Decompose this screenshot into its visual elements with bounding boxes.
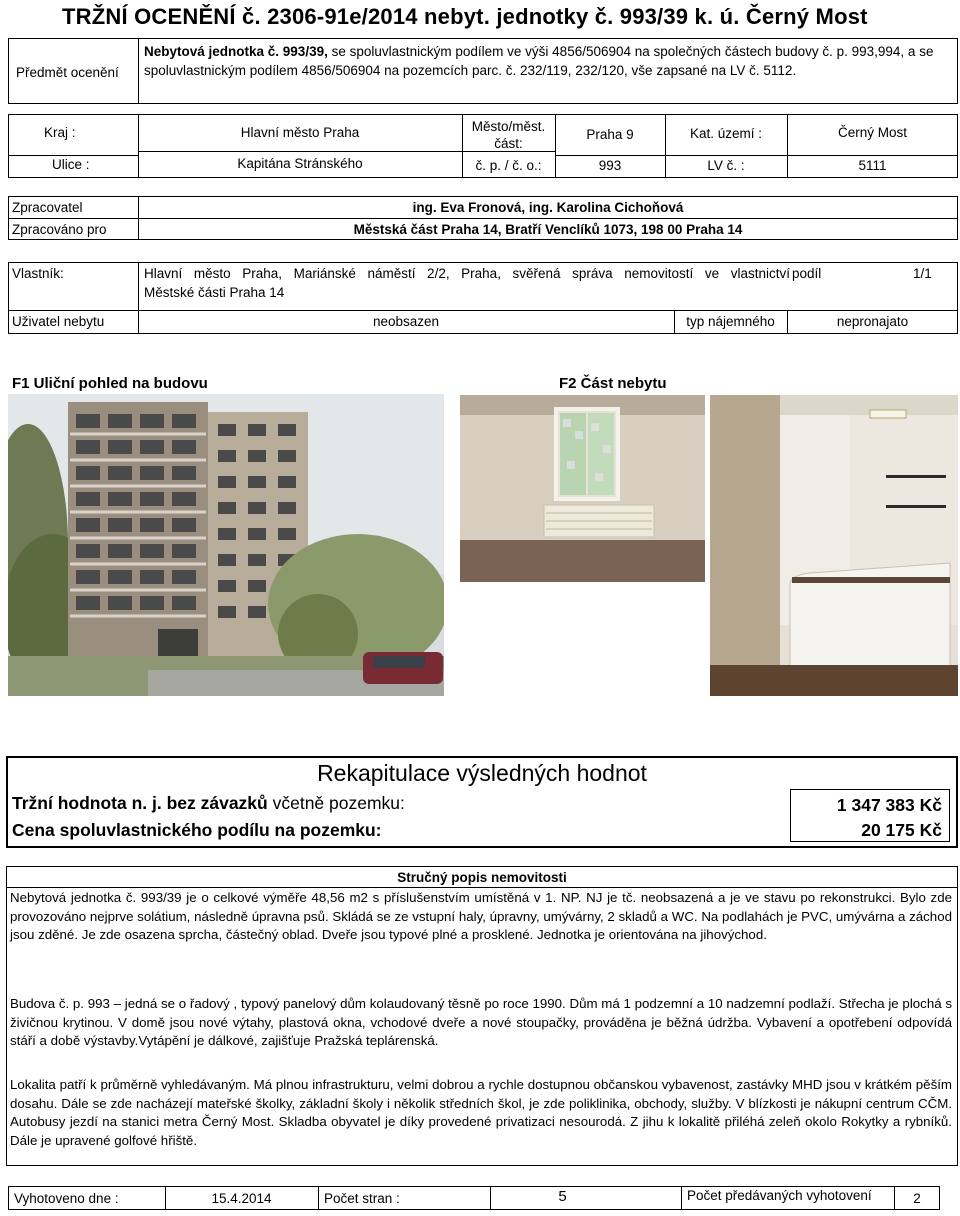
pocet-vyhot-value: 2 (913, 1191, 921, 1206)
kat-label: Kat. území : (689, 126, 763, 141)
mesto-value: Praha 9 (586, 127, 634, 142)
photo-window (460, 395, 705, 582)
lv-label: LV č. : (707, 158, 745, 173)
vlastnik-line1: Hlavní město Praha, Mariánské náměstí 2/2, Praha, svěřená správa nemovitostí ve vlastnictví (144, 266, 790, 281)
pocet-vyhot-label: Počet předávaných vyhotovení (687, 1188, 872, 1203)
recap-row2-label: Cena spoluvlastnického podílu na pozemku: (12, 820, 382, 840)
recap-title: Rekapitulace výsledných hodnot (317, 760, 647, 786)
subject-text-bold: Nebytová jednotka č. 993/39, (144, 44, 328, 59)
mesto-label: Město/měst. část: (471, 119, 546, 151)
recap-row1-value: 1 347 383 Kč (836, 795, 942, 815)
vyhotoveno-label: Vyhotoveno dne : (14, 1191, 119, 1206)
typ-value: nepronajato (836, 314, 909, 329)
lv-value: 5111 (858, 158, 887, 173)
description-p1: Nebytová jednotka č. 993/39 je o celkové výměře 48,56 m2 s příslušenstvím umístěná v 1. NP. NJ je tč. neobsazená a je ve stavu po rekonstrukci. Bylo zde provozováno nejprve solátium, následně úpravna psů. Skládá se ze vstupní haly, úpravny, umývárny, 2 skladů a WC. Na podlahách je PVC, umývárna a záchod jsou zděné. Je zde osazena sprcha, částečný oblad. Dveře jsou typové plné a prosklené. Jednotka je orientována na jihovýchod. (10, 890, 952, 943)
podil-value: 1/1 (913, 266, 932, 281)
vlastnik-line2: Městské části Praha 14 (144, 285, 285, 300)
ulice-label: Ulice : (52, 157, 90, 172)
vlastnik-label: Vlastník: (12, 266, 64, 281)
description-p3: Lokalita patří k průměrně vyhledávaným. Má plnou infrastrukturu, velmi dobrou a rychle dostupnou občanskou vybavenost, zastávky MHD jsou v krátkém pěším dosahu. Dále se zde nacházejí mateřské školky, základní školy i několik středních škol, je zde poliklinika, obchody, služby. V blízkosti je nákupní centrum CČM. Autobusy jezdí na stanici metra Černý Most. Skladba obyvatel je díky provedené privatizaci nesourodá. Z jihu k lokalitě přiléhá zeleň okolo Rokytky a rybníků. Dále je upravené golfové hřiště. (10, 1077, 952, 1148)
photo-window-svg (460, 395, 705, 582)
pocet-stran-value: 5 (558, 1188, 567, 1205)
kat-value: Černý Most (837, 125, 908, 140)
page-title: TRŽNÍ OCENĚNÍ č. 2306-91e/2014 nebyt. jednotky č. 993/39 k. ú. Černý Most (62, 4, 868, 29)
subject-text (144, 42, 954, 80)
zpracovano-value: Městská část Praha 14, Bratří Venclíků 1073, 198 00 Praha 14 (353, 222, 743, 237)
recap-row1-label (12, 793, 405, 814)
photo-building-svg (8, 394, 444, 696)
cp-label: č. p. / č. o.: (475, 158, 542, 173)
ulice-value: Kapitána Stránského (237, 156, 363, 171)
uzivatel-label: Uživatel nebytu (12, 314, 105, 329)
recap-row2-value: 20 175 Kč (861, 820, 942, 840)
description-title: Stručný popis nemovitosti (397, 870, 567, 885)
vyhotoveno-value: 15.4.2014 (211, 1191, 272, 1206)
recap-row1-label-rest: včetně pozemku: (267, 793, 405, 813)
typ-label: typ nájemného (686, 314, 775, 329)
vlastnik-value (144, 264, 790, 302)
photo-f2-caption: F2 Část nebytu (559, 375, 667, 392)
pocet-stran-label: Počet stran : (324, 1191, 400, 1206)
photo-f1-caption: F1 Uliční pohled na budovu (12, 375, 208, 392)
subject-text-rest: se spoluvlastnickým podílem ve výši 4856/506904 na společných částech budovy č. p. 993,994, a se spoluvlastnickým podílem 4856/506904 na pozemcích parc. č. 232/119, 232/120, vše zapsané na LV č. 5112. (144, 44, 934, 78)
uzivatel-value: neobsazen (372, 314, 440, 329)
photo-reception (710, 395, 958, 696)
zpracovatel-label: Zpracovatel (12, 200, 83, 215)
kraj-value: Hlavní město Praha (240, 125, 360, 140)
podil-label: podíl (792, 266, 822, 281)
kraj-label: Kraj : (44, 125, 76, 140)
recap-row1-label-bold: Tržní hodnota n. j. bez závazků (12, 793, 268, 813)
subject-label: Předmět ocenění (16, 65, 119, 80)
photo-building (8, 394, 444, 696)
zpracovano-label: Zpracováno pro (12, 222, 107, 237)
description-p2: Budova č. p. 993 – jedná se o řadový , typový panelový dům kolaudovaný těsně po roce 1990. Dům má 1 podzemní a 10 nadzemní podlaží. Střecha je plochá s živičnou krytinou. V domě jsou nové výtahy, plastová okna, vchodové dveře a nové stoupačky, prováděna je běžná údržba. Vybavení a opotřebení odpovídá stáří a době výstavby.Vytápění je dálkové, zajišťuje Pražská teplárenská. (10, 996, 952, 1049)
zpracovatel-value: ing. Eva Fronová, ing. Karolina Cichoňová (412, 200, 684, 215)
photo-reception-svg (710, 395, 958, 696)
cp-value: 993 (598, 158, 622, 173)
